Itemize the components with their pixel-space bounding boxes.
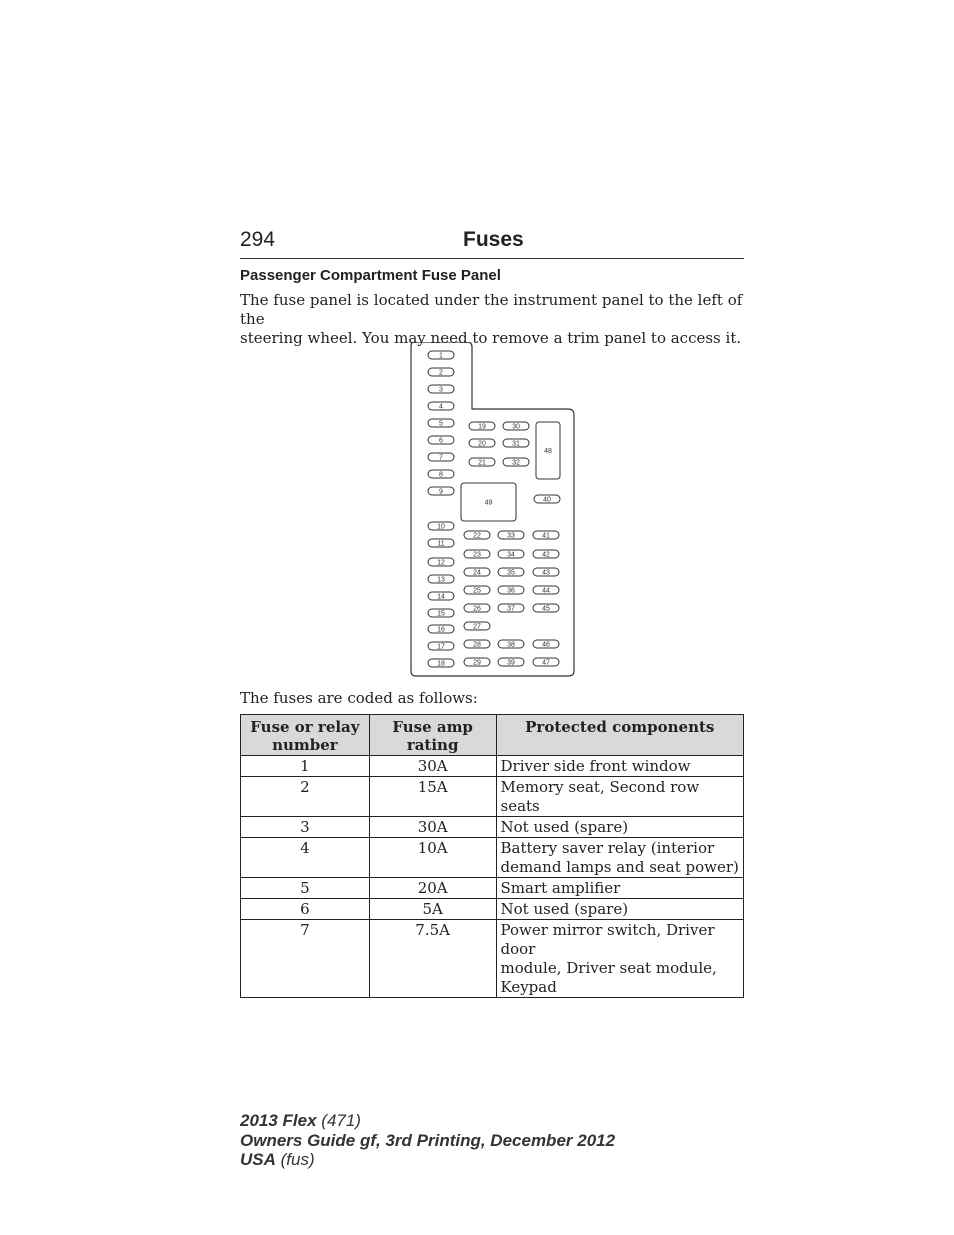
fuse-label: 32: [512, 459, 520, 467]
table-row: [241, 899, 744, 920]
fuse-number: 3: [241, 817, 370, 838]
page-number: 294: [240, 228, 276, 251]
fuse-label: 1: [439, 352, 443, 360]
fuse-label: 45: [542, 605, 550, 613]
footer-model: 2013 Flex: [240, 1111, 317, 1130]
component-line: Memory seat, Second row seats: [500, 778, 700, 815]
intro-line: The fuse panel is located under the instrument panel to the left of the: [240, 291, 743, 328]
fuse-label: 43: [542, 569, 550, 577]
amp-rating: 30A: [369, 756, 496, 777]
fuse-label: 17: [437, 643, 445, 651]
fuse-label: 6: [439, 437, 443, 445]
amp-rating: 20A: [369, 878, 496, 899]
fuse-number: 5: [241, 878, 370, 899]
fuse-label: 49: [484, 499, 493, 507]
amp-rating: 15A: [369, 777, 496, 817]
footer-market-code: (fus): [275, 1150, 315, 1169]
fuse-table: [240, 714, 744, 998]
fuse-number: 4: [241, 838, 370, 878]
fuse-label: 48: [544, 448, 552, 455]
fuse-label: 12: [437, 559, 445, 567]
fuse-label: 23: [473, 551, 481, 559]
fuse-label: 42: [542, 551, 550, 559]
amp-rating: 10A: [369, 838, 496, 878]
fuse-label: 7: [439, 454, 443, 462]
amp-rating: 30A: [369, 817, 496, 838]
component-line: module, Driver seat module,: [500, 959, 717, 977]
fuse-label: 33: [507, 532, 515, 540]
fuse-label: 46: [542, 641, 550, 649]
fuse-label: 14: [437, 593, 445, 601]
table-header-row: [241, 715, 744, 756]
fuse-label: 40: [543, 496, 551, 504]
fuse-label: 19: [478, 423, 486, 431]
fuse-label: 3: [439, 386, 443, 394]
table-row: [241, 838, 744, 878]
protected-components: [496, 756, 743, 777]
fuse-number: 7: [241, 920, 370, 998]
fuse-label: 41: [542, 532, 550, 540]
footer-line: [240, 1150, 615, 1170]
amp-rating: 7.5A: [369, 920, 496, 998]
fuse-label: 13: [437, 576, 445, 584]
fuse-label: 4: [439, 403, 443, 411]
protected-components: [496, 899, 743, 920]
column-header-number: Fuse or relay number: [241, 715, 370, 756]
fuse-number: 1: [241, 756, 370, 777]
component-line: Power mirror switch, Driver door: [500, 921, 715, 958]
table-row: [241, 817, 744, 838]
footer-line: [240, 1131, 615, 1151]
protected-components: [496, 878, 743, 899]
footer-market: USA: [240, 1150, 276, 1169]
fuse-label: 37: [507, 605, 515, 613]
fuse-label: 10: [437, 523, 445, 531]
fuse-label: 29: [473, 659, 481, 667]
fuse-label: 31: [512, 440, 520, 448]
footer-model-code: (471): [316, 1111, 361, 1130]
fuse-label: 18: [437, 660, 445, 668]
fuse-label: 16: [437, 626, 445, 634]
table-row: [241, 777, 744, 817]
fuse-panel-diagram: [408, 342, 578, 678]
footer-edition: Owners Guide gf, 3rd Printing, December 2012: [240, 1130, 616, 1150]
fuse-number: 2: [241, 777, 370, 817]
table-row: [241, 878, 744, 899]
protected-components: [496, 920, 743, 998]
coded-intro: The fuses are coded as follows:: [240, 689, 478, 707]
document-footer: [240, 1111, 615, 1170]
fuse-label: 30: [512, 423, 520, 431]
fuse-label: 36: [507, 587, 515, 595]
fuse-label: 21: [478, 459, 486, 467]
fuse-label: 25: [473, 587, 481, 595]
fuse-label: 15: [437, 610, 445, 618]
amp-rating: 5A: [369, 899, 496, 920]
column-header-components: Protected components: [496, 715, 743, 756]
component-line: Not used (spare): [500, 818, 629, 836]
footer-line: [240, 1111, 615, 1131]
fuse-label: 35: [507, 569, 515, 577]
page-header: [240, 228, 744, 259]
component-line: demand lamps and seat power): [500, 858, 739, 876]
fuse-number: 6: [241, 899, 370, 920]
component-line: Not used (spare): [500, 900, 629, 918]
fuse-label: 28: [473, 641, 481, 649]
component-line: Keypad: [500, 978, 557, 996]
component-line: Driver side front window: [500, 757, 691, 775]
fuse-label: 9: [439, 488, 443, 496]
fuse-label: 11: [437, 540, 445, 548]
fuse-label: 26: [473, 605, 481, 613]
protected-components: [496, 817, 743, 838]
page-title: Fuses: [463, 228, 524, 251]
fuse-label: 34: [507, 551, 515, 559]
protected-components: [496, 777, 743, 817]
fuse-label: 27: [473, 623, 481, 631]
fuse-label: 24: [473, 569, 481, 577]
fuse-label: 8: [439, 471, 443, 479]
fuse-label: 22: [473, 532, 481, 540]
fuse-label: 39: [507, 659, 515, 667]
fuse-label: 44: [542, 587, 550, 595]
fuse-label: 2: [439, 369, 443, 377]
protected-components: [496, 838, 743, 878]
column-header-rating: Fuse amp rating: [369, 715, 496, 756]
table-row: [241, 756, 744, 777]
intro-paragraph: [240, 291, 744, 348]
fuse-label: 5: [439, 420, 443, 428]
component-line: Smart amplifier: [500, 879, 621, 897]
fuse-label: 47: [542, 659, 550, 667]
component-line: Battery saver relay (interior: [500, 839, 715, 857]
fuse-label: 20: [478, 440, 486, 448]
intro-line: steering wheel. You may need to remove a trim panel to access it.: [240, 329, 742, 347]
table-row: [241, 920, 744, 998]
fuse-label: 38: [507, 641, 515, 649]
section-title: Passenger Compartment Fuse Panel: [240, 267, 501, 284]
